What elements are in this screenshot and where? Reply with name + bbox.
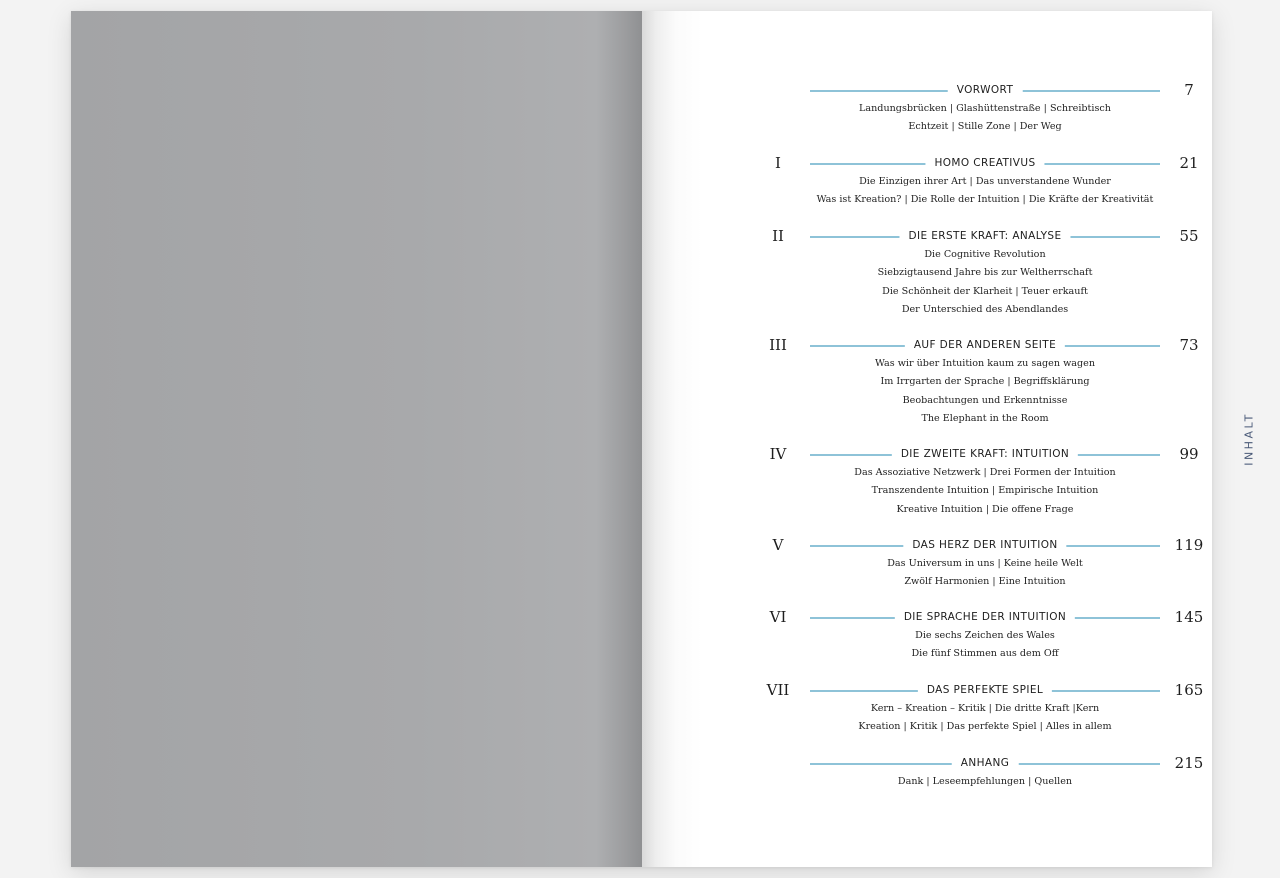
section-line: Die Schönheit der Klarheit | Teuer erkauft [882, 285, 1088, 297]
toc-entry-chapter-6 [642, 607, 1212, 664]
toc-entry-chapter-4 [642, 444, 1212, 519]
chapter-numeral: VII [766, 681, 790, 699]
section-line: Zwölf Harmonien | Eine Intuition [904, 576, 1066, 588]
chapter-title: DIE SPRACHE DER INTUITION [895, 609, 1075, 625]
section-line: Was ist Kreation? | Die Rolle der Intuition | Die Kräfte der Kreativität [816, 194, 1154, 206]
chapter-title: VORWORT [948, 82, 1023, 98]
side-label-inhalt: INHALT [1242, 412, 1256, 466]
page-number: 165 [1174, 681, 1204, 699]
chapter-title: DIE ZWEITE KRAFT: INTUITION [892, 446, 1078, 462]
section-line: Beobachtungen und Erkenntnisse [902, 394, 1068, 406]
section-line: Der Unterschied des Abendlandes [901, 303, 1069, 315]
chapter-title: DAS HERZ DER INTUITION [903, 537, 1066, 553]
chapter-numeral: I [775, 154, 781, 172]
toc-entry-chapter-5 [642, 535, 1212, 592]
section-line: Siebzigtausend Jahre bis zur Weltherrschaft [877, 267, 1093, 279]
page-number: 7 [1184, 81, 1194, 99]
section-line: The Elephant in the Room [921, 412, 1049, 424]
chapter-numeral: VI [769, 608, 787, 626]
toc-entry-chapter-7 [642, 680, 1212, 737]
toc-entry-anhang [642, 753, 1212, 791]
chapter-numeral: IV [769, 445, 787, 463]
page-number: 55 [1179, 227, 1199, 245]
section-line: Kern – Kreation – Kritik | Die dritte Kraft |Kern [870, 703, 1100, 714]
section-line: Landungsbrücken | Glashüttenstraße | Schreibtisch [859, 103, 1111, 114]
table-of-contents [642, 11, 1212, 867]
section-line: Im Irrgarten der Sprache | Begriffsklärung [880, 376, 1090, 388]
page-number: 73 [1179, 336, 1199, 354]
chapter-title: ANHANG [952, 755, 1019, 771]
section-line: Die Einzigen ihrer Art | Das unverstandene Wunder [859, 176, 1111, 187]
page-number: 119 [1174, 536, 1204, 554]
toc-entry-chapter-3 [642, 335, 1212, 428]
chapter-title: HOMO CREATIVUS [925, 155, 1044, 171]
toc-entry-vorwort [642, 80, 1212, 137]
section-line: Transzendente Intuition | Empirische Intuition [871, 485, 1099, 497]
section-line: Das Assoziative Netzwerk | Drei Formen der Intuition [854, 467, 1116, 478]
section-line: Echtzeit | Stille Zone | Der Weg [908, 121, 1062, 133]
right-page [642, 11, 1256, 867]
page-number: 21 [1179, 154, 1199, 172]
section-line: Die Cognitive Revolution [924, 249, 1046, 260]
chapter-numeral: II [772, 227, 784, 245]
chapter-title: DAS PERFEKTE SPIEL [918, 682, 1052, 698]
left-page-blank [71, 11, 642, 867]
toc-entry-chapter-1 [642, 153, 1212, 210]
chapter-title: DIE ERSTE KRAFT: ANALYSE [899, 228, 1070, 244]
section-line: Was wir über Intuition kaum zu sagen wagen [874, 358, 1096, 369]
page-number: 99 [1179, 445, 1199, 463]
section-line: Dank | Leseempfehlungen | Quellen [897, 776, 1073, 787]
section-line: Die sechs Zeichen des Wales [915, 630, 1055, 641]
section-line: Die fünf Stimmen aus dem Off [911, 648, 1059, 660]
chapter-numeral: III [769, 336, 787, 354]
page-number: 145 [1174, 608, 1204, 626]
section-line: Das Universum in uns | Keine heile Welt [887, 558, 1083, 569]
chapter-numeral: V [772, 536, 784, 554]
chapter-title: AUF DER ANDEREN SEITE [905, 337, 1065, 353]
book-spread [71, 11, 1256, 867]
page-number: 215 [1174, 754, 1204, 772]
toc-entry-chapter-2 [642, 226, 1212, 319]
section-line: Kreation | Kritik | Das perfekte Spiel | Alles in allem [858, 721, 1112, 733]
section-line: Kreative Intuition | Die offene Frage [896, 503, 1074, 515]
